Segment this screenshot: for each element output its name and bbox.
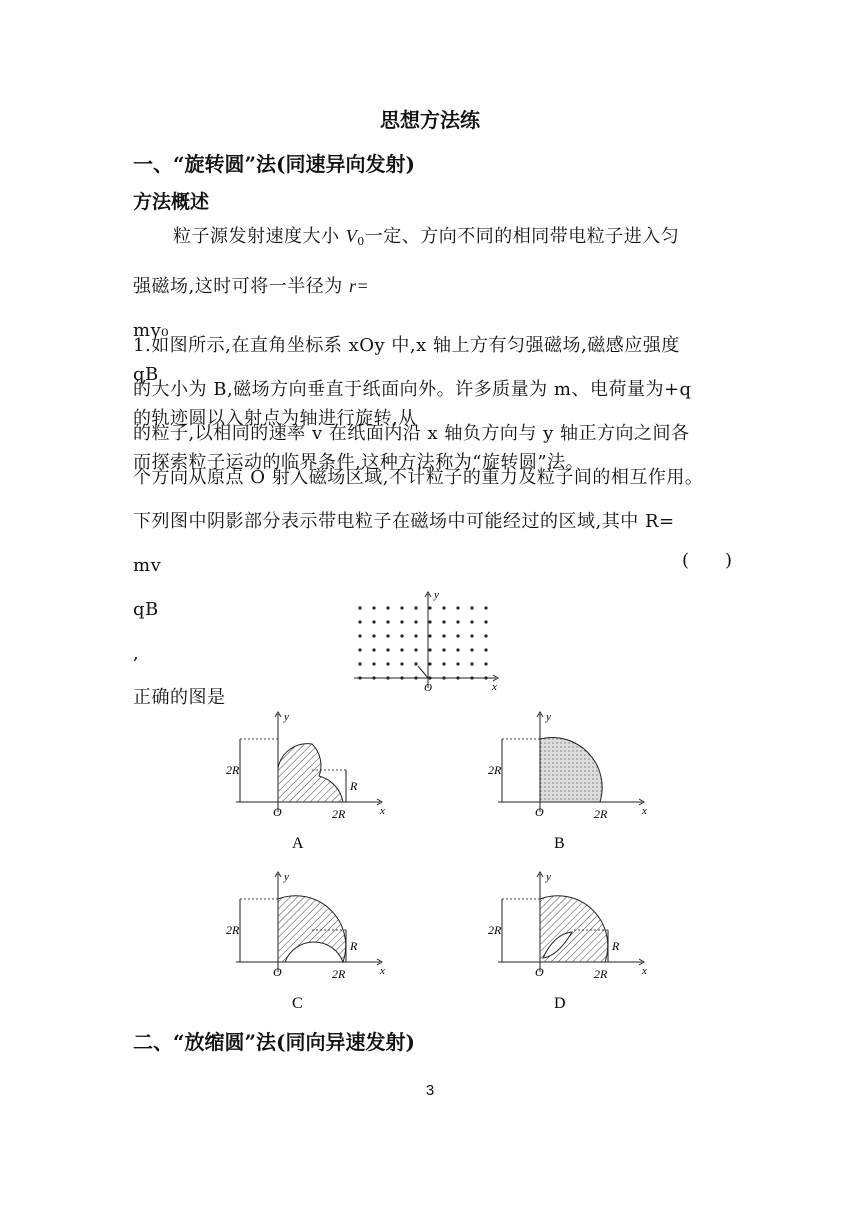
overview-paragraph: 粒子源发射速度大小 $V_0$一定、方向不同的相同带电粒子进入匀 强磁场,这时可将一半径为 r= mv₀ qB 的轨迹圆以入射点为轴进行旋转,从 而探索粒子运动的临界条件,这种方法称为“旋转圆”法。 <box>133 214 733 485</box>
x-axis-label: x <box>642 965 647 977</box>
field-dot <box>386 634 389 637</box>
question-line-4: 个方向从原点 O 射入磁场区域,不计粒子的重力及粒子间的相互作用。 <box>133 467 704 488</box>
field-dot <box>456 662 459 665</box>
origin-label: O <box>424 682 432 694</box>
field-dot <box>386 606 389 609</box>
origin-label: O <box>273 965 282 979</box>
field-dot <box>442 662 445 665</box>
field-dot <box>442 606 445 609</box>
dimension-R-label: R <box>612 939 620 953</box>
field-dot <box>470 620 473 623</box>
field-dot <box>358 620 361 623</box>
field-dot <box>470 648 473 651</box>
dimension-2R-label: 2R <box>226 923 240 937</box>
field-dot <box>400 662 403 665</box>
field-dot <box>400 620 403 623</box>
field-dot <box>358 606 361 609</box>
y-axis-label: y <box>546 871 551 883</box>
options-figure <box>222 706 652 1016</box>
option-c-region <box>278 896 346 962</box>
dimension-2R-label: 2R <box>488 923 502 937</box>
y-axis-label: y <box>546 711 551 723</box>
dimension-2R-label: 2R <box>488 763 502 777</box>
option-b-region <box>540 738 602 802</box>
field-dot <box>484 606 487 609</box>
tick-2R-label: 2R <box>594 967 608 981</box>
field-dot <box>456 648 459 651</box>
field-dot <box>358 648 361 651</box>
answer-blank[interactable]: ( ) <box>681 550 732 571</box>
y-axis-label: y <box>284 871 289 883</box>
page-title: 思想方法练 <box>380 108 480 132</box>
origin-label: O <box>535 805 544 819</box>
field-dot <box>470 662 473 665</box>
option-label: D <box>554 995 566 1012</box>
field-dot <box>428 634 431 637</box>
subsection-heading: 方法概述 <box>133 191 210 213</box>
dimension-R-label: R <box>350 779 358 793</box>
field-dot <box>484 648 487 651</box>
question-paragraph: 1.如图所示,在直角坐标系 xOy 中,x 轴上方有匀强磁场,磁感应强度 的大小为 B,磁场方向垂直于纸面向外。许多质量为 m、电荷量为+q 的粒子,以相同的速率 v 在纸面内沿 x 轴负方向与 y 轴正方向之间各 个方向从原点 O 射入磁场区域,不计粒子的重力及粒子间的相互作用。 下列图中阴影部分表示带电粒子在磁场中可能经过的区域,其中 R= mv qB , 正确的图是 <box>133 324 733 720</box>
field-dot <box>372 606 375 609</box>
x-axis-label: x <box>380 965 385 977</box>
origin-label: O <box>535 965 544 979</box>
field-dot <box>400 606 403 609</box>
tick-2R-label: 2R <box>594 807 608 821</box>
field-dot <box>428 620 431 623</box>
option-b-diagram[interactable] <box>488 711 647 852</box>
field-dot <box>470 606 473 609</box>
magnetic-field-figure <box>350 588 510 696</box>
page-number: 3 <box>425 1082 435 1099</box>
option-a-diagram[interactable] <box>226 711 385 852</box>
field-dot <box>386 662 389 665</box>
field-dot <box>428 606 431 609</box>
field-dot <box>400 648 403 651</box>
field-dot <box>442 634 445 637</box>
field-dot <box>414 634 417 637</box>
field-dot <box>484 662 487 665</box>
option-label: A <box>292 835 304 852</box>
field-dot <box>484 634 487 637</box>
field-dot <box>372 648 375 651</box>
field-dot <box>470 634 473 637</box>
y-axis-label: y <box>284 711 289 723</box>
question-line-2: 的大小为 B,磁场方向垂直于纸面向外。许多质量为 m、电荷量为+q <box>133 379 692 400</box>
dimension-2R-label: 2R <box>226 763 240 777</box>
field-dot <box>400 634 403 637</box>
field-dot <box>428 662 431 665</box>
field-dots <box>358 606 487 679</box>
y-axis-label: y <box>434 589 439 601</box>
field-dot <box>372 620 375 623</box>
question-line-5: 下列图中阴影部分表示带电粒子在磁场中可能经过的区域,其中 R= <box>133 511 675 532</box>
field-dot <box>358 634 361 637</box>
x-axis-label: x <box>492 681 497 693</box>
field-dot <box>414 620 417 623</box>
overview-line-2: 强磁场,这时可将一半径为 r= <box>133 276 370 297</box>
overview-line-1: 粒子源发射速度大小 $V_0$一定、方向不同的相同带电粒子进入匀 <box>173 226 680 248</box>
field-dot <box>428 648 431 651</box>
tick-2R-label: 2R <box>332 967 346 981</box>
x-axis-label: x <box>642 805 647 817</box>
question-line-3: 的粒子,以相同的速率 v 在纸面内沿 x 轴负方向与 y 轴正方向之间各 <box>133 423 690 444</box>
field-dot <box>456 606 459 609</box>
question-line-1: 1.如图所示,在直角坐标系 xOy 中,x 轴上方有匀强磁场,磁感应强度 <box>133 335 680 356</box>
tick-2R-label: 2R <box>332 807 346 821</box>
field-dot <box>442 620 445 623</box>
section-heading-1: 一、“旋转圆”法(同速异向发射) <box>133 152 415 176</box>
field-dot <box>414 606 417 609</box>
section-heading-2: 二、“放缩圆”法(同向异速发射) <box>133 1030 415 1054</box>
field-dot <box>372 634 375 637</box>
option-d-diagram[interactable] <box>488 871 647 1012</box>
field-dot <box>456 620 459 623</box>
field-dot <box>386 648 389 651</box>
option-label: B <box>554 835 565 852</box>
overview-line-3: 而探索粒子运动的临界条件,这种方法称为“旋转圆”法。 <box>133 452 585 473</box>
option-label: C <box>292 995 303 1012</box>
question-line-6: 正确的图是 <box>133 687 226 708</box>
field-dot <box>414 648 417 651</box>
option-c-diagram[interactable] <box>226 871 385 1012</box>
x-axis-label: x <box>380 805 385 817</box>
field-dot <box>484 620 487 623</box>
field-dot <box>456 634 459 637</box>
dimension-R-label: R <box>350 939 358 953</box>
field-dot <box>414 662 417 665</box>
field-dot <box>386 620 389 623</box>
option-a-region <box>278 744 343 802</box>
origin-label: O <box>273 805 282 819</box>
field-dot <box>372 662 375 665</box>
field-dot <box>442 648 445 651</box>
field-dot <box>358 662 361 665</box>
velocity-vector <box>418 666 428 678</box>
